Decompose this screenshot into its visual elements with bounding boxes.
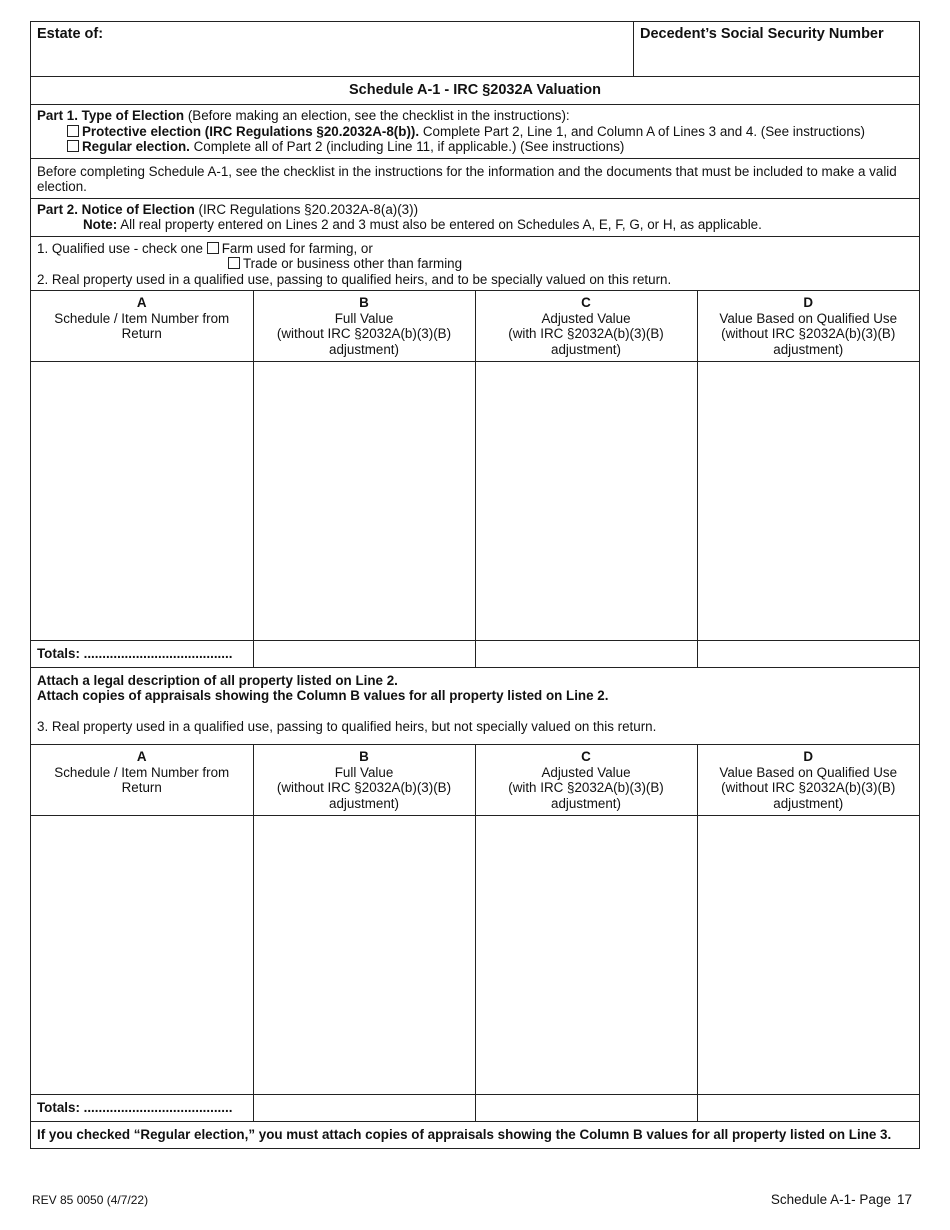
line2-totals-label: Totals: ........................................ <box>31 640 253 667</box>
attachments-section <box>31 668 919 746</box>
column-c-header: C Adjusted Value (with IRC §2032A(b)(3)(B) adjustment) <box>475 291 697 361</box>
farm-checkbox[interactable] <box>207 242 219 254</box>
attach-legal-description: Attach a legal description of all property listed on Line 2. <box>37 672 398 688</box>
farm-option-label: Farm used for farming, or <box>221 240 373 256</box>
ssn-label: Decedent’s Social Security Number <box>640 26 884 42</box>
column-d-header: D Value Based on Qualified Use (without IRC §2032A(b)(3)(B) adjustment) <box>697 745 919 815</box>
line3-column-b-entry[interactable] <box>253 815 475 1094</box>
line3-text: 3. Real property used in a qualified use, passing to qualified heirs, but not specially valued on this return. <box>37 718 657 734</box>
line1-label: 1. Qualified use - check one <box>37 240 203 256</box>
trade-business-option-label: Trade or business other than farming <box>243 256 463 271</box>
estate-of-field[interactable] <box>31 22 634 76</box>
line3-total-c[interactable] <box>475 1094 697 1121</box>
line2-total-d[interactable] <box>697 640 919 667</box>
regular-election-checkbox[interactable] <box>67 140 79 152</box>
part2-heading-note: (IRC Regulations §20.2032A-8(a)(3)) <box>198 201 419 217</box>
line3-column-d-entry[interactable] <box>697 815 919 1094</box>
part2-note-label: Note: <box>83 217 118 232</box>
final-note: If you checked “Regular election,” you must attach copies of appraisals showing the Column B values for all property listed on Line 3. <box>37 1126 892 1142</box>
page-number: 17 <box>896 1192 912 1207</box>
line2-total-b[interactable] <box>253 640 475 667</box>
attach-appraisals-line2: Attach copies of appraisals showing the Column B values for all property listed on Line 2. <box>37 688 609 703</box>
part1-section <box>31 105 919 159</box>
line3-table-section <box>31 745 919 1122</box>
protective-election-checkbox[interactable] <box>67 125 79 137</box>
line2-text: 2. Real property used in a qualified use, passing to qualified heirs, and to be specially valued on this return. <box>37 271 672 287</box>
schedule-a1-form <box>30 21 920 1149</box>
column-b-header: B Full Value (without IRC §2032A(b)(3)(B) adjustment) <box>253 291 475 361</box>
column-b-header: B Full Value (without IRC §2032A(b)(3)(B) adjustment) <box>253 745 475 815</box>
line3-column-c-entry[interactable] <box>475 815 697 1094</box>
column-c-header: C Adjusted Value (with IRC §2032A(b)(3)(B) adjustment) <box>475 745 697 815</box>
line1-line2-section <box>31 237 919 292</box>
part2-note-text: All real property entered on Lines 2 and 3 must also be entered on Schedules A, E, F, G, or H, as applicable. <box>120 217 762 232</box>
line3-entry-area <box>31 815 919 1094</box>
trade-business-checkbox[interactable] <box>228 257 240 269</box>
line3-total-d[interactable] <box>697 1094 919 1121</box>
regular-election-text: Complete all of Part 2 (including Line 11, if applicable.) (See instructions) <box>193 139 625 154</box>
protective-election-text: Complete Part 2, Line 1, and Column A of Lines 3 and 4. (See instructions) <box>422 123 865 139</box>
checklist-note: Before completing Schedule A-1, see the checklist in the instructions for the information and the documents that must be included to make a valid election. <box>31 159 919 199</box>
column-d-header: D Value Based on Qualified Use (without IRC §2032A(b)(3)(B) adjustment) <box>697 291 919 361</box>
page-title: Schedule A-1 - IRC §2032A Valuation <box>31 77 919 105</box>
line2-column-a-entry[interactable] <box>31 361 253 640</box>
line3-table <box>31 745 919 1121</box>
schedule-page-label: Schedule A-1- Page <box>770 1192 891 1207</box>
part2-section <box>31 199 919 237</box>
ssn-field[interactable] <box>634 22 919 76</box>
line2-table-section <box>31 291 919 668</box>
line2-entry-area <box>31 361 919 640</box>
page-footer <box>771 1192 912 1207</box>
column-a-header: A Schedule / Item Number from Return <box>31 745 253 815</box>
column-a-header: A Schedule / Item Number from Return <box>31 291 253 361</box>
line3-totals-label: Totals: ........................................ <box>31 1094 253 1121</box>
line2-column-b-entry[interactable] <box>253 361 475 640</box>
line2-total-c[interactable] <box>475 640 697 667</box>
line3-total-b[interactable] <box>253 1094 475 1121</box>
line2-table <box>31 291 919 667</box>
line3-totals-row <box>31 1094 919 1121</box>
line2-column-d-entry[interactable] <box>697 361 919 640</box>
estate-of-label: Estate of: <box>37 26 104 42</box>
line3-column-headers <box>31 745 919 815</box>
part1-heading-note: (Before making an election, see the checklist in the instructions): <box>187 108 570 123</box>
line2-column-c-entry[interactable] <box>475 361 697 640</box>
line2-column-headers <box>31 291 919 361</box>
part1-heading: Part 1. Type of Election <box>37 108 185 123</box>
header-row <box>31 22 919 77</box>
line2-totals-row <box>31 640 919 667</box>
protective-election-label: Protective election (IRC Regulations §20.2032A-8(b)). <box>82 123 420 139</box>
form-id: REV 85 0050 (4/7/22) <box>32 1193 149 1207</box>
part2-heading: Part 2. Notice of Election <box>37 201 195 217</box>
line3-column-a-entry[interactable] <box>31 815 253 1094</box>
regular-election-label: Regular election. <box>82 139 190 154</box>
